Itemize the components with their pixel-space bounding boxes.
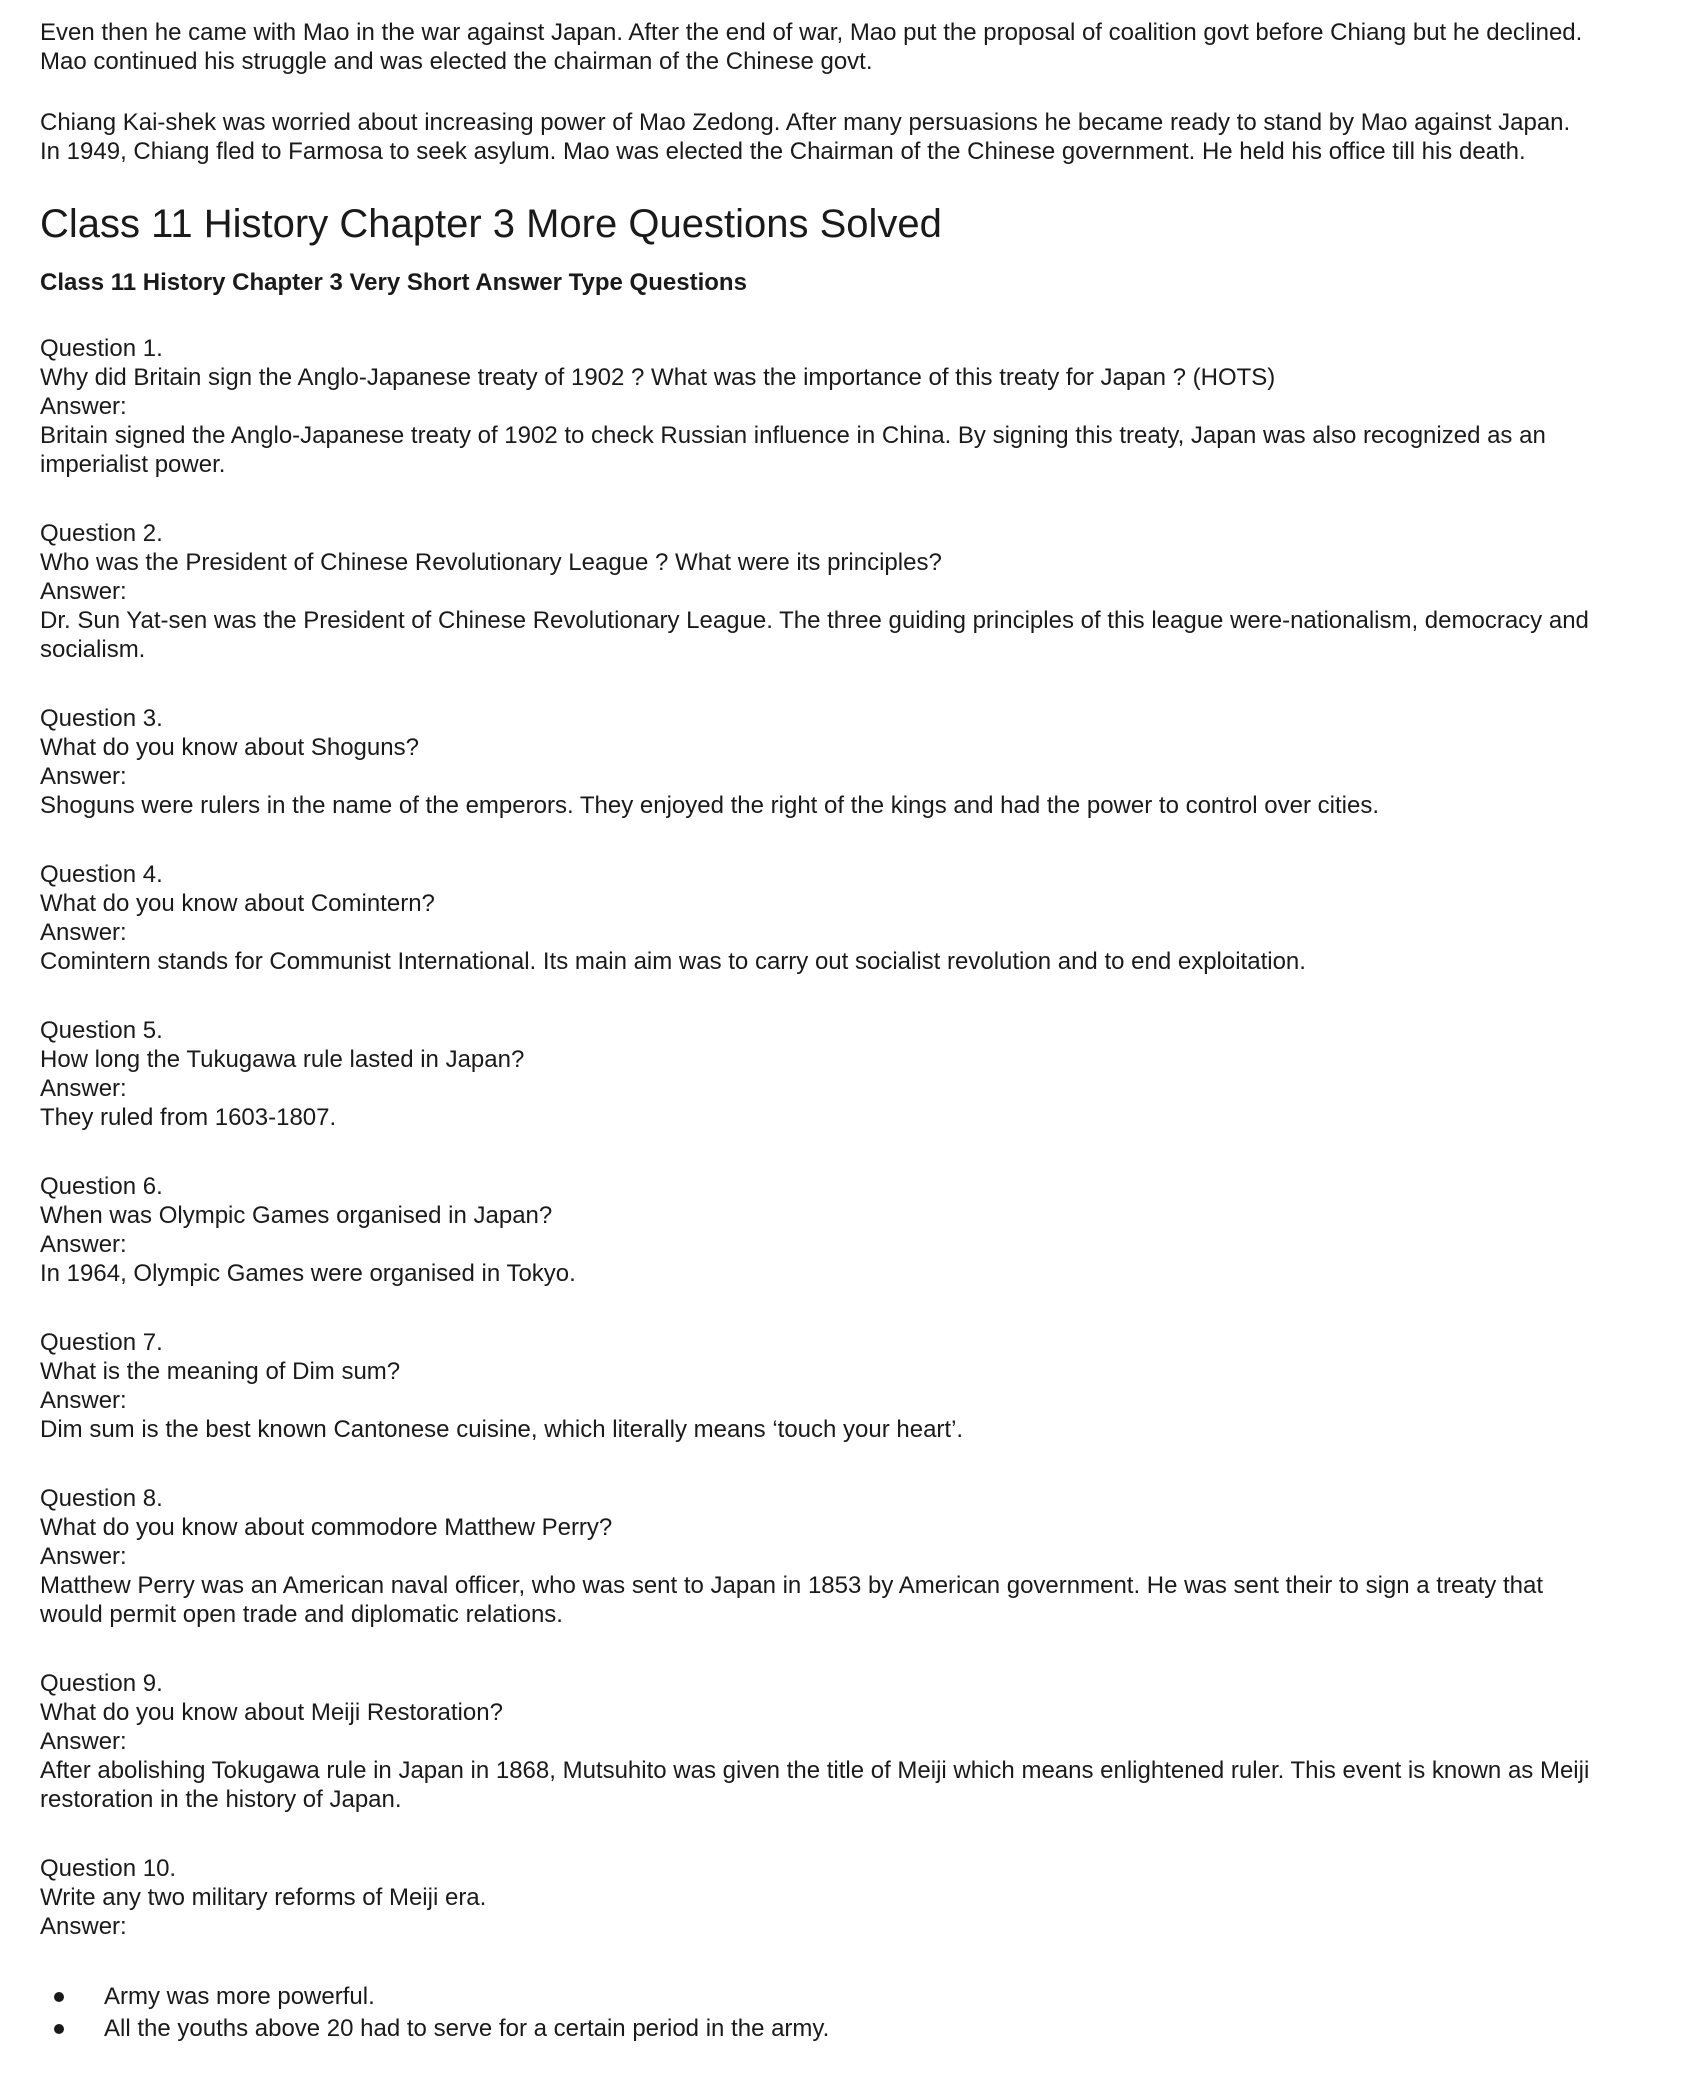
answer-label: Answer: [40,393,127,420]
answer-label: Answer: [40,578,127,605]
answer-text: Dr. Sun Yat-sen was the President of Chinese Revolutionary League. The three guiding principles of this league were-nationalism, democracy and socialism. [40,607,1589,663]
question-text: What do you know about Comintern? [40,890,435,917]
question-text: Write any two military reforms of Meiji era. [40,1884,487,1911]
intro-paragraph-2: Chiang Kai-shek was worried about increasing power of Mao Zedong. After many persuasions he became ready to stand by Mao against Japan. In 1949, Chiang fled to Farmosa to seek asylum. Mao was elected the Chairman of the Chinese government. He held his office till his death. [40,109,1571,165]
question-block-4 [40,860,1670,976]
question-number: Question 10. [40,1855,177,1882]
answer-label: Answer: [40,763,127,790]
section-heading: Class 11 History Chapter 3 More Questions Solved [40,202,942,246]
question-block-5 [40,1016,1670,1132]
question-number: Question 1. [40,335,163,362]
question-number: Question 7. [40,1329,163,1356]
answer-label: Answer: [40,1075,127,1102]
answer-text: Shoguns were rulers in the name of the emperors. They enjoyed the right of the kings and had the power to control over cities. [40,792,1379,819]
question-block-1 [40,334,1670,479]
answer-text: They ruled from 1603-1807. [40,1104,337,1131]
answer-label: Answer: [40,1728,127,1755]
answer-text: In 1964, Olympic Games were organised in Tokyo. [40,1260,576,1287]
question-text: Who was the President of Chinese Revolutionary League ? What were its principles? [40,549,942,576]
bullet-text: All the youths above 20 had to serve for a certain period in the army. [104,2015,830,2042]
question-text: How long the Tukugawa rule lasted in Japan? [40,1046,525,1073]
answer-text: Matthew Perry was an American naval officer, who was sent to Japan in 1853 by American government. He was sent their to sign a treaty that would permit open trade and diplomatic relations. [40,1572,1543,1628]
question-number: Question 3. [40,705,163,732]
question-text: Why did Britain sign the Anglo-Japanese treaty of 1902 ? What was the importance of this treaty for Japan ? (HOTS) [40,364,1276,391]
section-subheading: Class 11 History Chapter 3 Very Short Answer Type Questions [40,269,747,296]
answer-label: Answer: [40,1387,127,1414]
answer-label: Answer: [40,919,127,946]
question-text: When was Olympic Games organised in Japan? [40,1202,553,1229]
question-number: Question 8. [40,1485,163,1512]
answer-text: Britain signed the Anglo-Japanese treaty of 1902 to check Russian influence in China. By signing this treaty, Japan was also recognized as an imperialist power. [40,422,1546,478]
question-block-3 [40,704,1670,820]
answer-text: Comintern stands for Communist International. Its main aim was to carry out socialist revolution and to end exploitation. [40,948,1306,975]
answer-label: Answer: [40,1913,127,1940]
question-block-10 [40,1854,1670,2045]
answer-text: Dim sum is the best known Cantonese cuisine, which literally means ‘touch your heart’. [40,1416,964,1443]
document-page [40,18,1670,2085]
question-block-2 [40,519,1670,664]
question-number: Question 5. [40,1017,163,1044]
bullet-text: Army was more powerful. [104,1983,375,2010]
bullet-icon [54,1992,64,2002]
answer-text: After abolishing Tokugawa rule in Japan in 1868, Mutsuhito was given the title of Meiji which means enlightened ruler. This event is known as Meiji restoration in the history of Japan. [40,1757,1590,1813]
question-number: Question 6. [40,1173,163,1200]
bullet-icon [54,2024,64,2034]
question-number: Question 2. [40,520,163,547]
question-block-6 [40,1172,1670,1288]
answer-bullet-list [40,1981,1670,2045]
question-number: Question 4. [40,861,163,888]
question-block-8 [40,1484,1670,1629]
question-block-9 [40,1669,1670,1814]
question-number: Question 9. [40,1670,163,1697]
bullet-item [40,2013,1670,2045]
answer-label: Answer: [40,1543,127,1570]
question-text: What do you know about Meiji Restoration? [40,1699,503,1726]
question-text: What do you know about commodore Matthew Perry? [40,1514,613,1541]
question-block-7 [40,1328,1670,1444]
question-text: What do you know about Shoguns? [40,734,419,761]
question-text: What is the meaning of Dim sum? [40,1358,401,1385]
bullet-item [40,1981,1670,2013]
intro-paragraph-1: Even then he came with Mao in the war against Japan. After the end of war, Mao put the proposal of coalition govt before Chiang but he declined. Mao continued his struggle and was elected the chairman of the Chinese govt. [40,19,1583,75]
answer-label: Answer: [40,1231,127,1258]
